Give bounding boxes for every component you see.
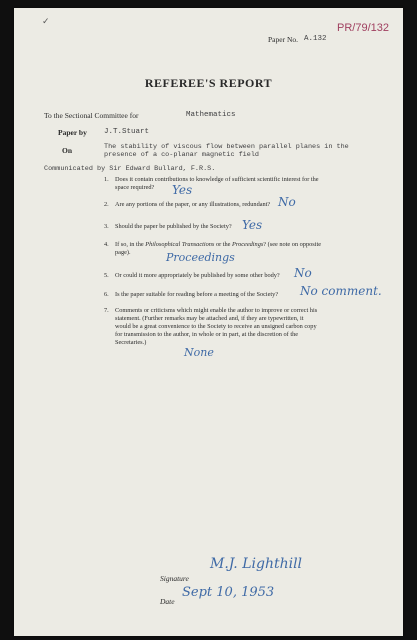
- paper-by-label: Paper by: [58, 128, 87, 137]
- on-label: On: [62, 146, 73, 155]
- answer-2-handwritten: No: [278, 195, 296, 209]
- question-2-text: Are any portions of the paper, or any illustrations, redundant?: [115, 201, 271, 208]
- question-3-number: 3.: [104, 223, 109, 230]
- question-7-number: 7.: [104, 307, 109, 314]
- archive-reference: PR/79/132: [337, 22, 389, 34]
- question-4-text-e: ? (see note on opposite: [263, 241, 322, 248]
- question-4-text-phil-trans: Philosophical Transactions: [145, 241, 215, 248]
- corner-tick-mark: ✓: [42, 16, 50, 26]
- signature-handwritten: M.J. Lighthill: [210, 556, 303, 572]
- answer-7-handwritten: None: [184, 346, 214, 359]
- question-2-number: 2.: [104, 201, 109, 208]
- question-7-line3: would be a great convenience to the Society to receive an unsigned carbon copy: [115, 323, 317, 330]
- answer-3-handwritten: Yes: [242, 218, 263, 232]
- date-handwritten: Sept 10, 1953: [182, 585, 275, 600]
- question-4-text-a: If so, in the: [115, 241, 146, 248]
- referee-report-page: [14, 8, 403, 636]
- question-7-line5: Secretaries.): [115, 339, 147, 346]
- question-4-text-proceedings: Proceedings: [232, 241, 264, 248]
- paper-number-label: Paper No.: [268, 35, 298, 44]
- question-5-text: Or could it more appropriately be published by some other body?: [115, 272, 280, 279]
- question-1-line1: Does it contain contributions to knowledge of sufficient scientific interest for the: [115, 176, 319, 183]
- question-4-number: 4.: [104, 241, 109, 248]
- question-7-line4: for transmission to the author, in whole or in part, at the discretion of the: [115, 331, 299, 338]
- question-1-number: 1.: [104, 176, 109, 183]
- committee-value: Mathematics: [186, 111, 236, 119]
- date-label: Date: [160, 597, 175, 606]
- question-4-text-c: or the: [214, 241, 233, 248]
- answer-4-handwritten: Proceedings: [166, 251, 235, 264]
- answer-5-handwritten: No: [294, 266, 312, 280]
- question-4-line2: page).: [115, 249, 131, 256]
- answer-1-handwritten: Yes: [172, 183, 193, 197]
- committee-label: To the Sectional Committee for: [44, 111, 139, 120]
- question-5-number: 5.: [104, 272, 109, 279]
- question-6-text: Is the paper suitable for reading before a meeting of the Society?: [115, 291, 279, 298]
- paper-number-value: A.132: [304, 35, 327, 43]
- page-title: REFEREE'S REPORT: [144, 76, 273, 90]
- question-1-line2: space required?: [115, 184, 155, 191]
- on-value-line1: The stability of viscous flow between parallel planes in the: [104, 143, 349, 151]
- signature-label: Signature: [160, 574, 189, 583]
- question-7-line2: statement. (Further remarks may be attached and, if they are typewritten, it: [115, 315, 304, 322]
- paper-by-value: J.T.Stuart: [104, 128, 150, 136]
- communicated-by: Communicated by Sir Edward Bullard, F.R.S.: [44, 165, 216, 173]
- on-value-line2: presence of a co-planar magnetic field: [104, 151, 259, 159]
- question-7-line1: Comments or criticisms which might enable the author to improve or correct his: [115, 307, 318, 314]
- question-3-text: Should the paper be published by the Society?: [115, 223, 232, 230]
- answer-6-handwritten: No comment.: [300, 284, 382, 298]
- question-6-number: 6.: [104, 291, 109, 298]
- question-4-line1: [115, 241, 321, 248]
